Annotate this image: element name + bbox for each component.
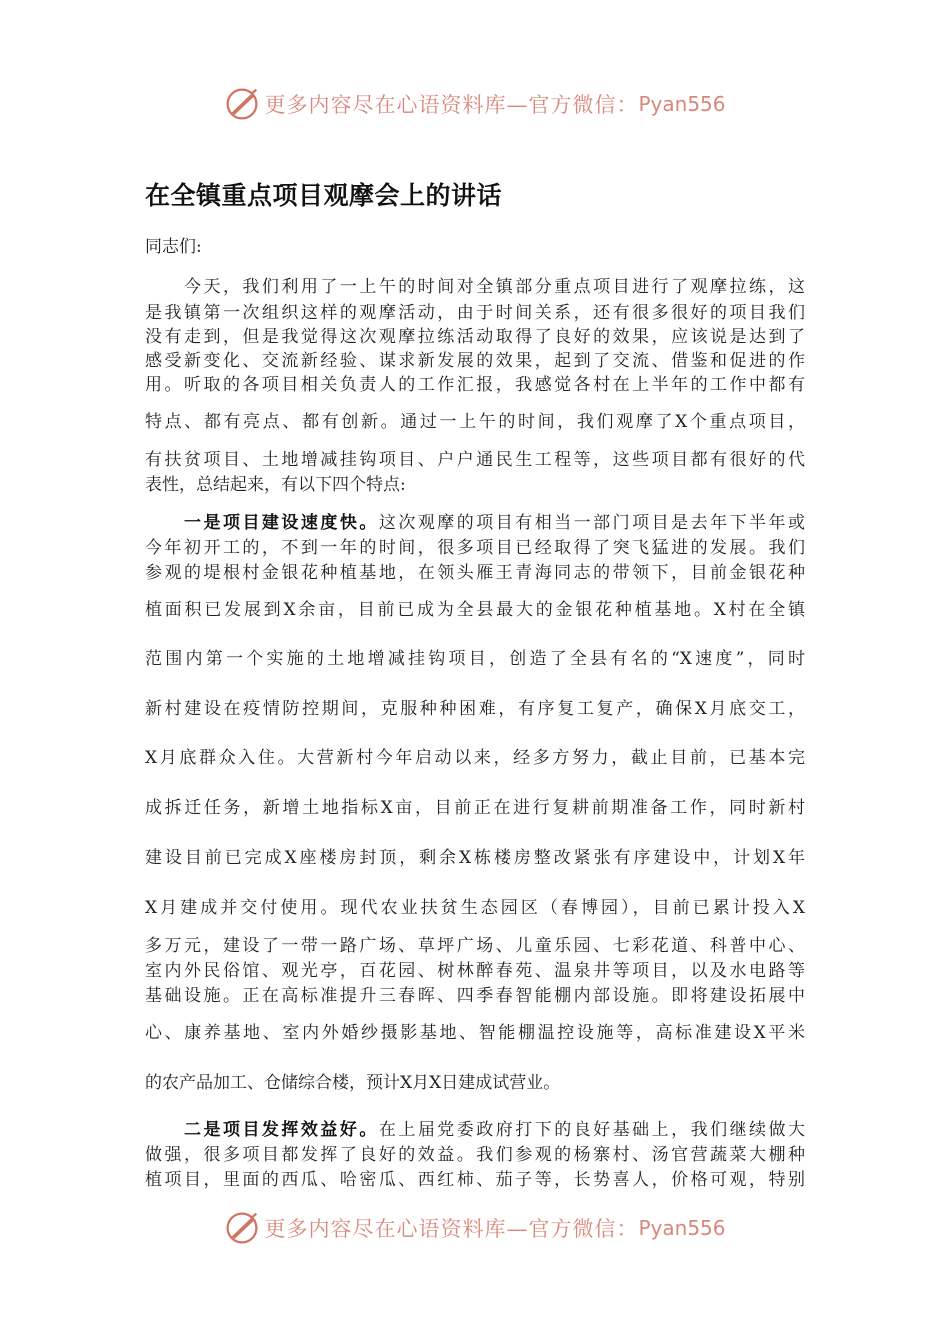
banner-text: 更多内容尽在心语资料库—官方微信： (264, 1217, 639, 1241)
point1-line: 基础设施。正在高标准提升三春晖、四季春智能棚内部设施。即将建设拓展中 (145, 986, 805, 1006)
banner-wechat-id: Pyan556 (638, 92, 726, 116)
point1-line: 范围内第一个实施的土地增减挂钩项目，创造了全县有名的“X速度”，同时 (145, 649, 805, 669)
point1-line: 室内外民俗馆、观光亭，百花园、树林醉春苑、温泉井等项目，以及水电路等 (145, 961, 805, 981)
point1-line: 的农产品加工、仓储综合楼，预计X月X日建成试营业。 (145, 1073, 561, 1093)
point1-line: 今年初开工的，不到一年的时间，很多项目已经取得了突飞猛进的发展。我们 (145, 538, 805, 558)
intro-line: 特点、都有亮点、都有创新。通过一上午的时间，我们观摩了X个重点项目， (145, 412, 805, 432)
intro-line: 有扶贫项目、土地增减挂钩项目、户户通民生工程等，这些项目都有很好的代 (145, 450, 805, 470)
header-banner (0, 84, 950, 124)
intro-line: 今天，我们利用了一上午的时间对全镇部分重点项目进行了观摩拉练，这 (145, 277, 805, 297)
intro-line: 是我镇第一次组织这样的观摩活动，由于时间关系，还有很多很好的项目我们 (145, 303, 805, 323)
point1-lead: 一是项目建设速度快。 (183, 513, 379, 533)
point1-line: X月建成并交付使用。现代农业扶贫生态园区（春博园），目前已累计投入X (145, 898, 805, 918)
intro-line: 用。听取的各项目相关负责人的工作汇报，我感觉各村在上半年的工作中都有 (145, 375, 805, 395)
point1-line: 成拆迁任务，新增土地指标X亩，目前正在进行复耕前期准备工作，同时新村 (145, 798, 805, 818)
point1-line: 多万元，建设了一带一路广场、草坪广场、儿童乐园、七彩花道、科普中心、 (145, 936, 805, 956)
point2-line: 做强，很多项目都发挥了良好的效益。我们参观的杨寨村、汤官营蔬菜大棚种 (145, 1145, 805, 1165)
footer-banner (0, 1208, 950, 1248)
intro-line: 没有走到，但是我觉得这次观摩拉练活动取得了良好的效果，应该说是达到了 (145, 327, 805, 347)
quill-logo-icon (224, 86, 260, 122)
point1-first-line (145, 508, 805, 533)
point1-line: 植面积已发展到X余亩，目前已成为全县最大的金银花种植基地。X村在全镇 (145, 600, 805, 620)
point1-line: 参观的堤根村金银花种植基地，在领头雁王青海同志的带领下，目前金银花种 (145, 563, 805, 583)
point1-line: 新村建设在疫情防控期间，克服种种困难，有序复工复产，确保X月底交工， (145, 699, 805, 719)
point2-first-line (145, 1115, 805, 1140)
banner-wechat-id: Pyan556 (638, 1216, 726, 1240)
page-title: 在全镇重点项目观摩会上的讲话 (145, 181, 503, 210)
point1-line: 建设目前已完成X座楼房封顶，剩余X栋楼房整改紧张有序建设中，计划X年 (145, 848, 805, 868)
intro-line: 感受新变化、交流新经验、谋求新发展的效果，起到了交流、借鉴和促进的作 (145, 351, 805, 371)
banner-text: 更多内容尽在心语资料库—官方微信： (264, 93, 639, 117)
point2-lead: 二是项目发挥效益好。 (183, 1120, 379, 1140)
quill-logo-icon (224, 1210, 260, 1246)
point1-line: X月底群众入住。大营新村今年启动以来，经多方努力，截止目前，已基本完 (145, 748, 805, 768)
point2-line: 植项目，里面的西瓜、哈密瓜、西红柿、茄子等，长势喜人，价格可观，特别 (145, 1170, 805, 1190)
intro-line: 表性，总结起来，有以下四个特点: (145, 475, 406, 495)
point1-first-text: 这次观摩的项目有相当一部门项目是去年下半年或 (378, 513, 806, 533)
point1-line: 心、康养基地、室内外婚纱摄影基地、智能棚温控设施等，高标准建设X平米 (145, 1023, 805, 1043)
point2-first-text: 在上届党委政府打下的良好基础上，我们继续做大 (378, 1120, 806, 1140)
salutation: 同志们: (145, 237, 202, 257)
